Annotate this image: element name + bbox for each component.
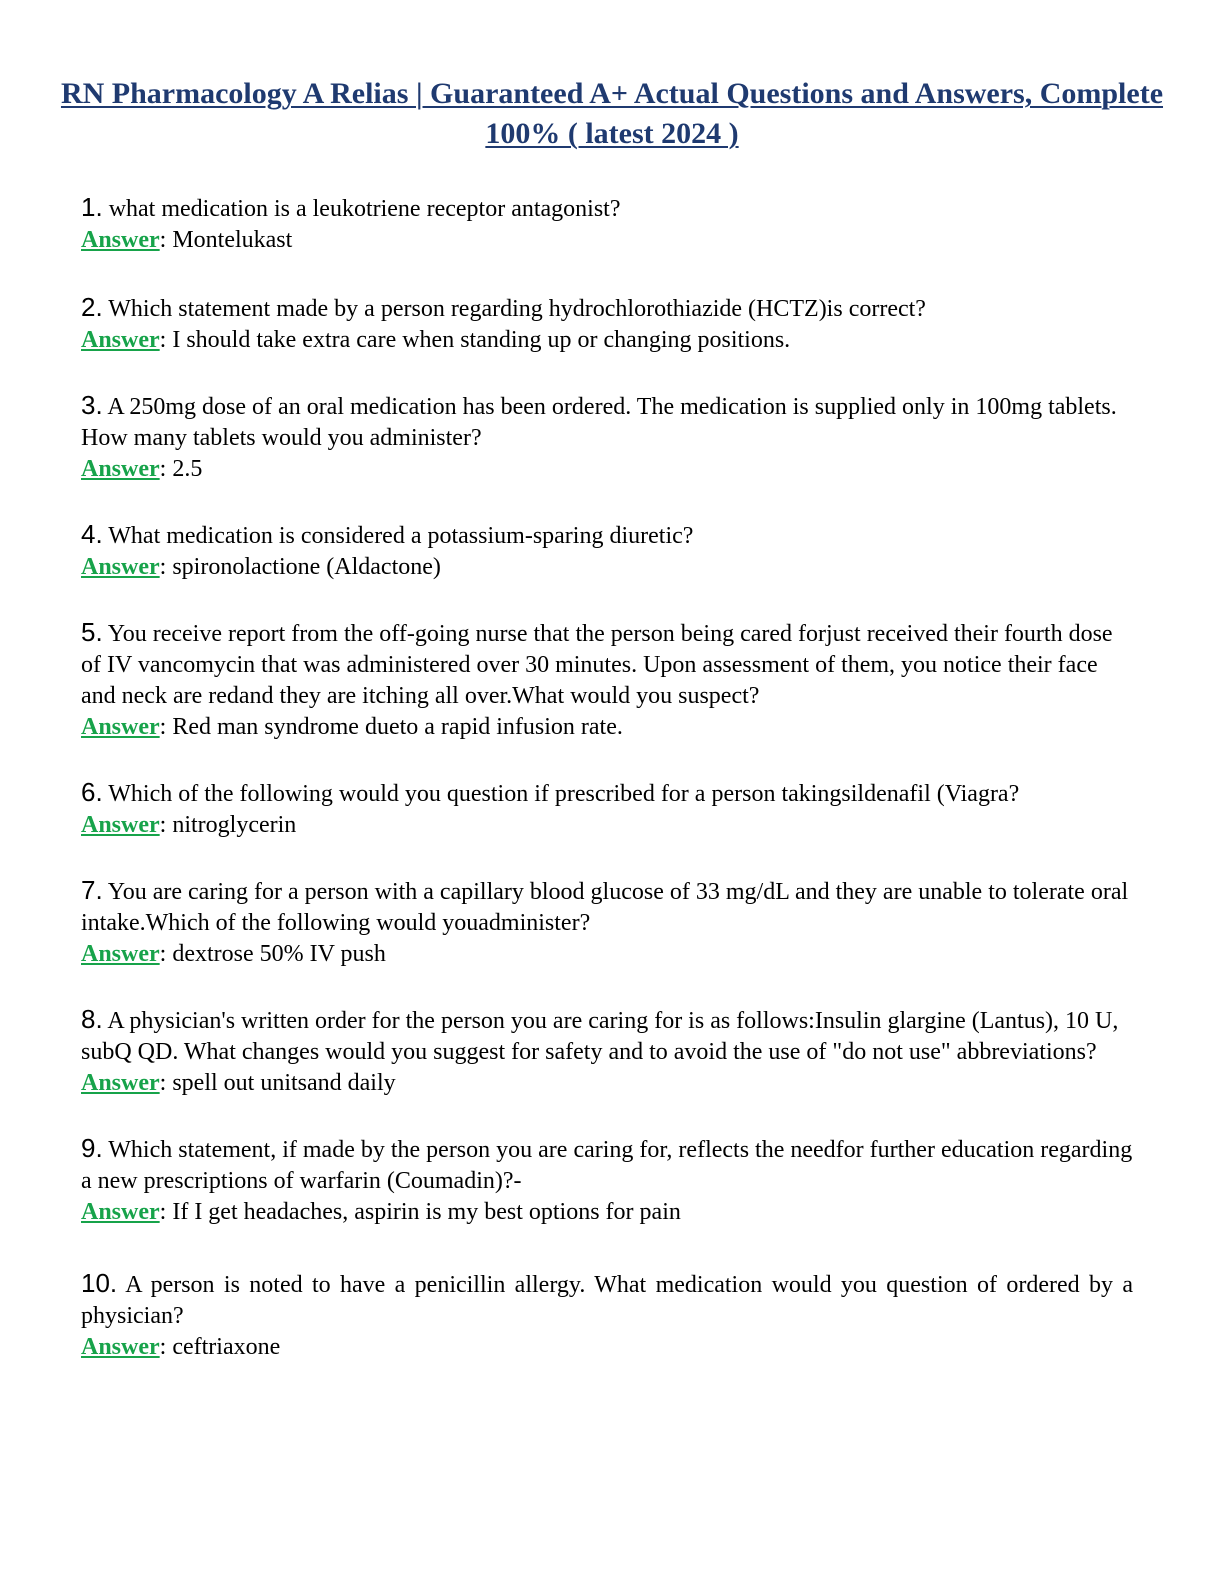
answer-text: spell out unitsand daily bbox=[172, 1070, 396, 1096]
question-number: 4. bbox=[81, 519, 103, 549]
question-body: Which of the following would you question if prescribed for a person takingsildenafil (Viagra? bbox=[108, 781, 1020, 807]
qa-item bbox=[81, 1268, 1133, 1363]
answer-label: Answer bbox=[81, 714, 160, 740]
question-text bbox=[81, 519, 1133, 552]
qa-item bbox=[81, 1004, 1133, 1099]
question-number: 6. bbox=[81, 777, 103, 807]
answer-text: I should take extra care when standing up or changing positions. bbox=[172, 327, 791, 353]
qa-item bbox=[81, 1133, 1133, 1228]
question-body: You receive report from the off-going nurse that the person being cared forjust received their fourth dose of IV vancomycin that was administered over 30 minutes. Upon assessment of them, you notice their face and neck are redand they are itching all over.What would you suspect? bbox=[81, 621, 1113, 709]
answer-line: Answer: 2.5 bbox=[81, 456, 203, 482]
question-body: You are caring for a person with a capillary blood glucose of 33 mg/dL and they are unable to tolerate oral intake.Which of the following would youadminister? bbox=[81, 879, 1129, 936]
answer-text: 2.5 bbox=[172, 456, 203, 482]
answer-text: If I get headaches, aspirin is my best options for pain bbox=[172, 1199, 681, 1225]
question-text bbox=[81, 292, 1133, 325]
answer-label: Answer bbox=[81, 1070, 160, 1096]
question-number: 10. bbox=[81, 1268, 118, 1298]
question-body: Which statement made by a person regarding hydrochlorothiazide (HCTZ)is correct? bbox=[108, 296, 926, 322]
answer-line: Answer: dextrose 50% IV push bbox=[81, 941, 386, 967]
qa-item bbox=[81, 192, 1133, 256]
qa-item bbox=[81, 875, 1133, 970]
question-text bbox=[81, 1268, 1133, 1332]
qa-item bbox=[81, 292, 1133, 356]
answer-label: Answer bbox=[81, 227, 160, 253]
document-title: RN Pharmacology A Relias | Guaranteed A+ Actual Questions and Answers, Complete 100% ( latest 2024 ) bbox=[60, 77, 1164, 150]
question-body: A person is noted to have a penicillin allergy. What medication would you question of ordered by a physician? bbox=[81, 1272, 1133, 1329]
answer-text: Red man syndrome dueto a rapid infusion rate. bbox=[172, 714, 623, 740]
question-text bbox=[81, 192, 1133, 225]
question-body: what medication is a leukotriene receptor antagonist? bbox=[108, 196, 621, 222]
question-number: 2. bbox=[81, 292, 103, 322]
question-number: 5. bbox=[81, 617, 103, 647]
answer-label: Answer bbox=[81, 554, 160, 580]
question-body: What medication is considered a potassium-sparing diuretic? bbox=[108, 523, 694, 549]
answer-label: Answer bbox=[81, 456, 160, 482]
question-text bbox=[81, 875, 1133, 939]
answer-line: Answer: spironolactione (Aldactone) bbox=[81, 554, 441, 580]
question-text bbox=[81, 1133, 1133, 1197]
question-number: 3. bbox=[81, 390, 103, 420]
answer-label: Answer bbox=[81, 1334, 160, 1360]
question-number: 1. bbox=[81, 192, 103, 222]
question-text bbox=[81, 390, 1133, 454]
answer-label: Answer bbox=[81, 941, 160, 967]
question-body: A 250mg dose of an oral medication has been ordered. The medication is supplied only in 100mg tablets. How many tablets would you administer? bbox=[81, 394, 1117, 451]
answer-line: Answer: nitroglycerin bbox=[81, 812, 297, 838]
qa-item bbox=[81, 519, 1133, 583]
question-text bbox=[81, 777, 1133, 810]
answer-label: Answer bbox=[81, 1199, 160, 1225]
answer-line: Answer: If I get headaches, aspirin is my best options for pain bbox=[81, 1199, 681, 1225]
answer-text: ceftriaxone bbox=[172, 1334, 281, 1360]
answer-text: nitroglycerin bbox=[172, 812, 297, 838]
answer-line: Answer: Montelukast bbox=[81, 227, 293, 253]
question-number: 9. bbox=[81, 1133, 103, 1163]
answer-line: Answer: I should take extra care when standing up or changing positions. bbox=[81, 327, 791, 353]
answer-label: Answer bbox=[81, 812, 160, 838]
question-body: Which statement, if made by the person you are caring for, reflects the needfor further education regarding a new prescriptions of warfarin (Coumadin)?- bbox=[81, 1137, 1133, 1194]
qa-item bbox=[81, 617, 1133, 743]
question-list bbox=[81, 192, 1133, 1363]
answer-line: Answer: spell out unitsand daily bbox=[81, 1070, 396, 1096]
answer-text: spironolactione (Aldactone) bbox=[172, 554, 441, 580]
question-text bbox=[81, 617, 1133, 712]
question-text bbox=[81, 1004, 1133, 1068]
answer-line: Answer: Red man syndrome dueto a rapid infusion rate. bbox=[81, 714, 623, 740]
question-body: A physician's written order for the person you are caring for is as follows:Insulin glargine (Lantus), 10 U, subQ QD. What changes would you suggest for safety and to avoid the use of "do not use" abbreviations? bbox=[81, 1008, 1119, 1065]
answer-line: Answer: ceftriaxone bbox=[81, 1334, 281, 1360]
question-number: 8. bbox=[81, 1004, 103, 1034]
question-number: 7. bbox=[81, 875, 103, 905]
qa-item bbox=[81, 390, 1133, 485]
answer-label: Answer bbox=[81, 327, 160, 353]
qa-item bbox=[81, 777, 1133, 841]
answer-text: dextrose 50% IV push bbox=[172, 941, 386, 967]
answer-text: Montelukast bbox=[172, 227, 293, 253]
